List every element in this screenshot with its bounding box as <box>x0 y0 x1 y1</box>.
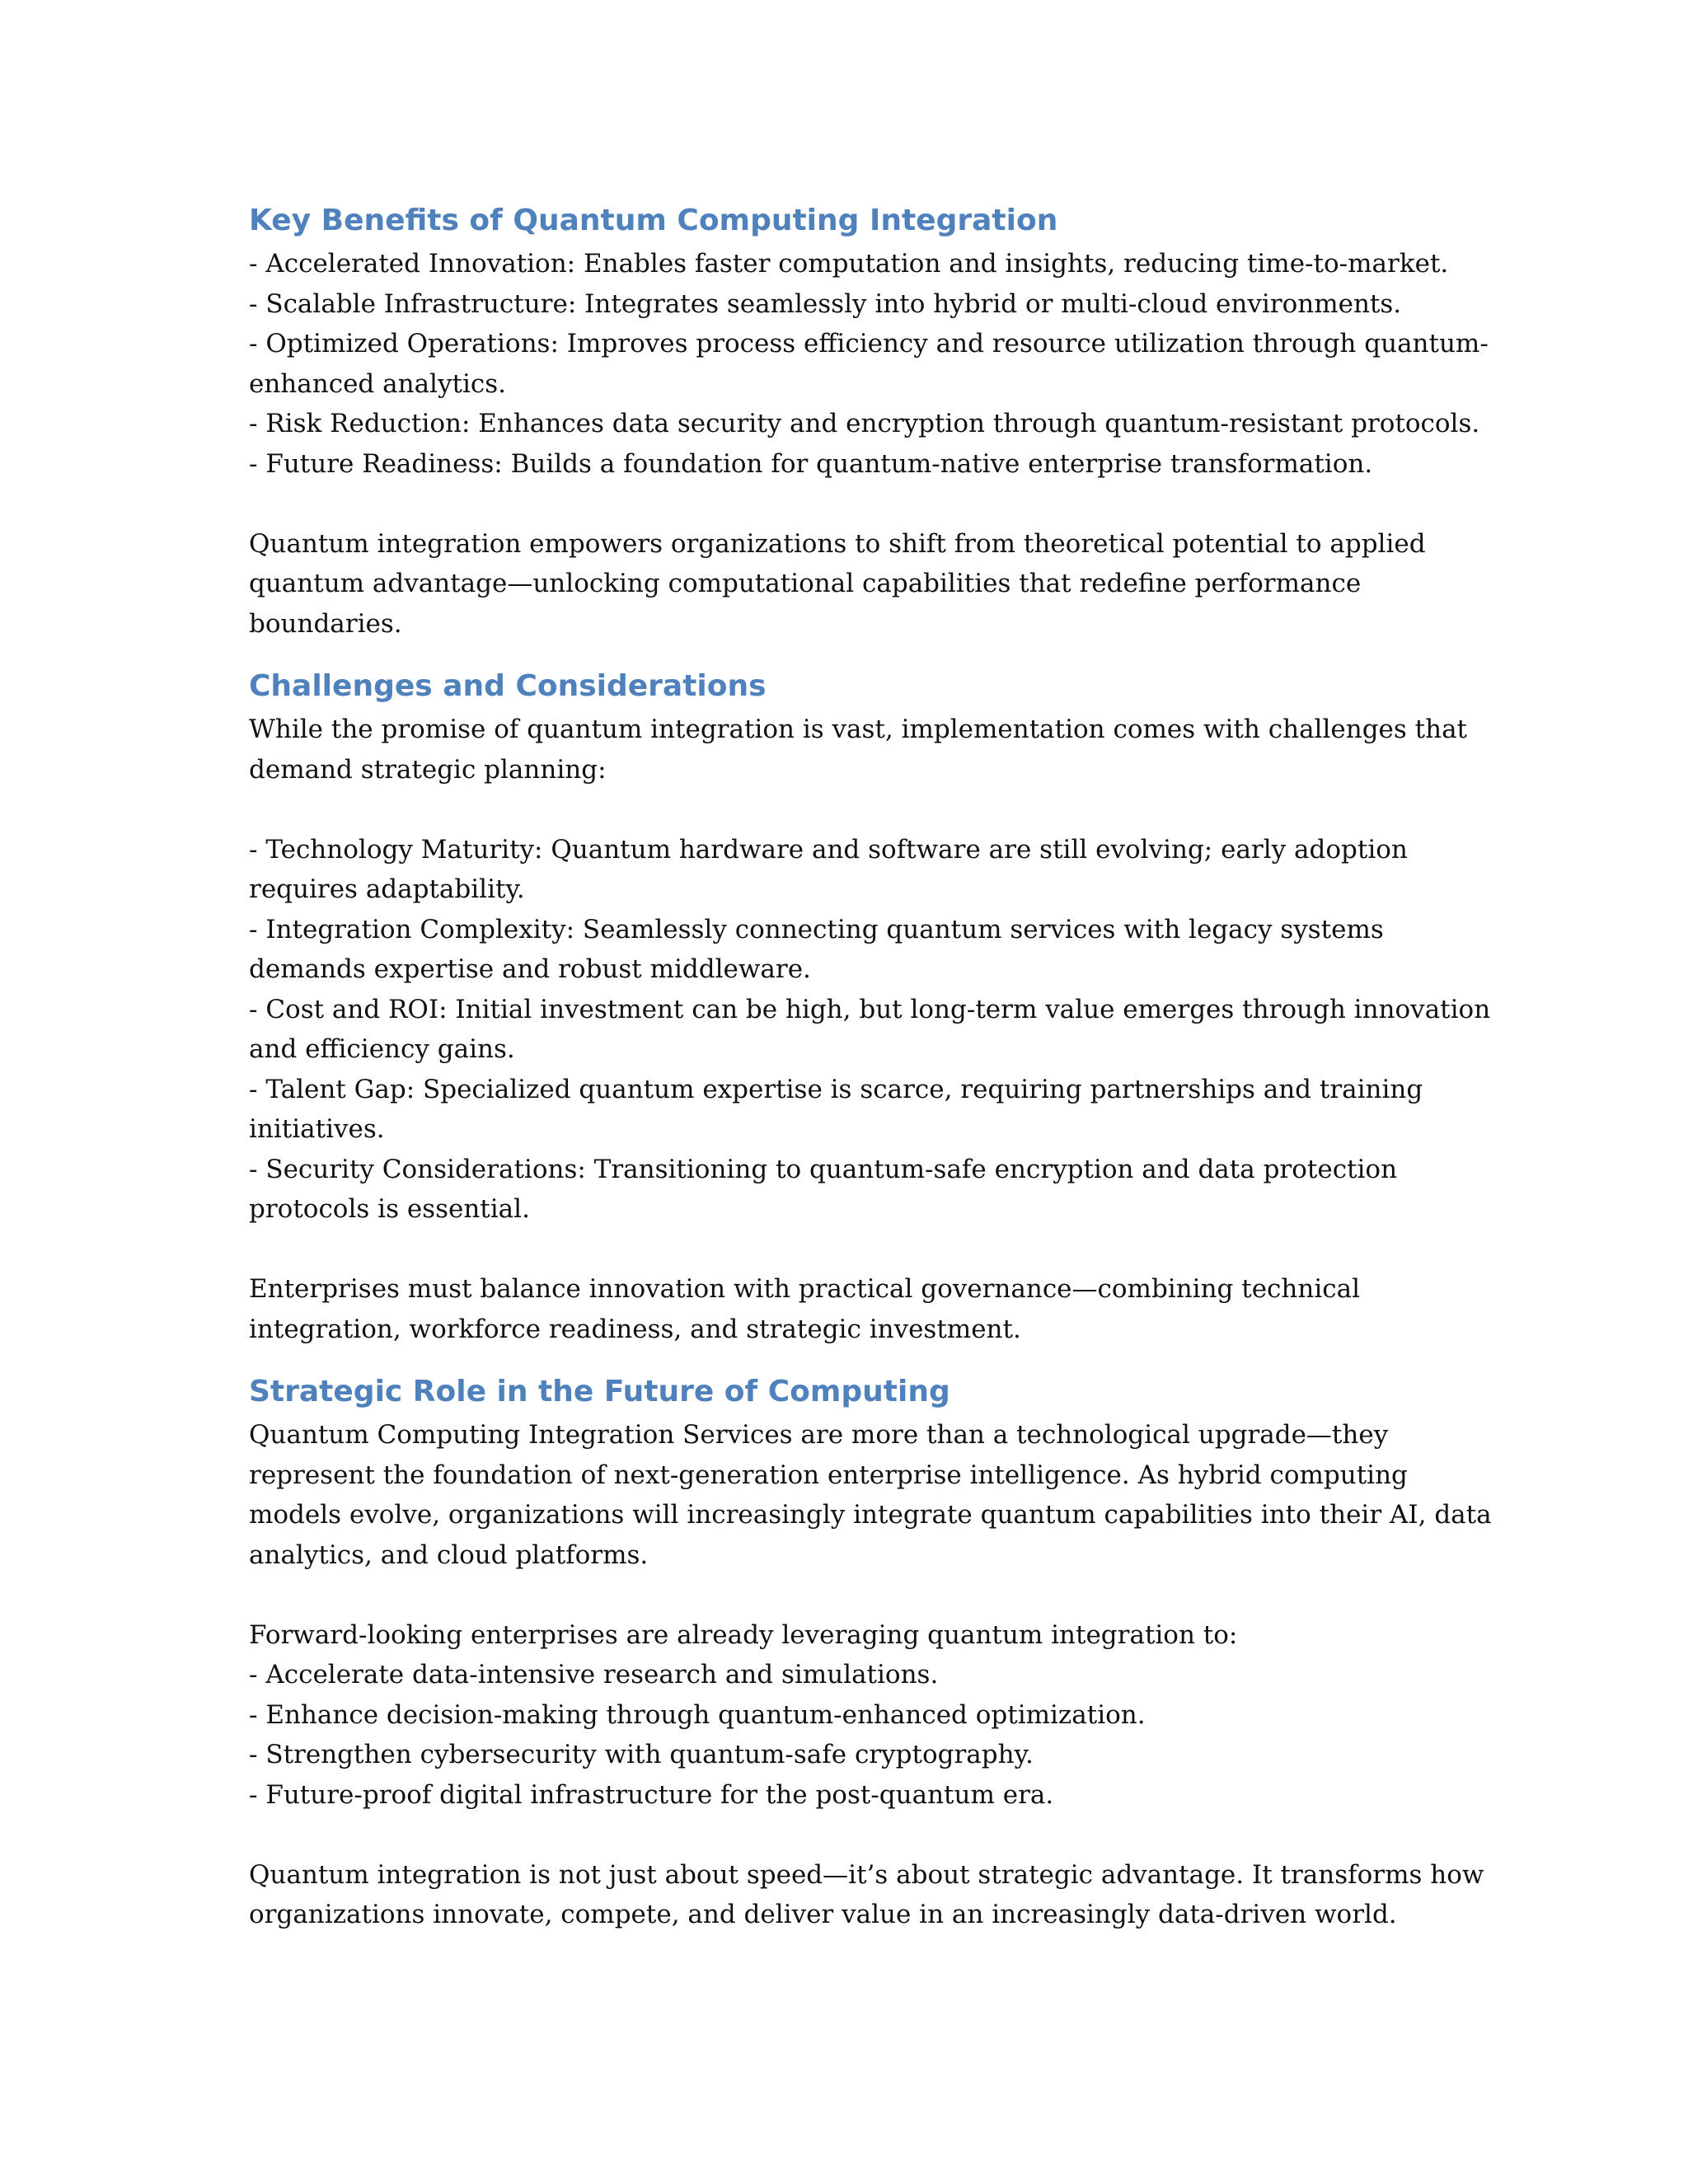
text-line: - Risk Reduction: Enhances data security and encryption through quantum-resistant protocols. <box>249 409 1480 438</box>
paragraph-spacer <box>249 790 1452 830</box>
text-line: Enterprises must balance innovation with practical governance—combining technical <box>249 1274 1361 1304</box>
section-heading: Challenges and Considerations <box>249 669 767 703</box>
text-line: - Accelerate data-intensive research and simulations. <box>249 1660 939 1690</box>
text-line: - Accelerated Innovation: Enables faster computation and insights, reducing time-to-market. <box>249 249 1449 279</box>
text-line: demands expertise and robust middleware. <box>249 954 811 984</box>
text-line: protocols is essential. <box>249 1194 530 1224</box>
text-line: Forward-looking enterprises are already leveraging quantum integration to: <box>249 1619 1238 1650</box>
text-line: initiatives. <box>249 1114 385 1144</box>
text-line: represent the foundation of next-generation enterprise intelligence. As hybrid computing <box>249 1460 1408 1490</box>
paragraph <box>249 710 1468 790</box>
text-line: and efficiency gains. <box>249 1034 515 1064</box>
paragraph <box>249 1415 1492 1575</box>
text-line: - Future-proof digital infrastructure for the post-quantum era. <box>249 1779 1054 1810</box>
text-line: While the promise of quantum integration is vast, implementation comes with challenges that <box>249 715 1468 744</box>
section-heading: Strategic Role in the Future of Computing <box>249 1375 950 1408</box>
paragraph <box>249 524 1452 644</box>
text-line: - Cost and ROI: Initial investment can be high, but long-term value emerges through innovation <box>249 994 1491 1024</box>
text-line: - Scalable Infrastructure: Integrates seamlessly into hybrid or multi-cloud environments. <box>249 288 1402 319</box>
text-line: - Integration Complexity: Seamlessly connecting quantum services with legacy systems <box>249 914 1384 944</box>
text-line: models evolve, organizations will increasingly integrate quantum capabilities into their AI, data <box>249 1500 1492 1530</box>
paragraph <box>249 830 1491 1230</box>
text-line: organizations innovate, compete, and deliver value in an increasingly data-driven world. <box>249 1900 1397 1929</box>
text-line: integration, workforce readiness, and strategic investment. <box>249 1314 1021 1344</box>
text-line: analytics, and cloud platforms. <box>249 1540 649 1570</box>
text-line: Quantum integration is not just about speed—it’s about strategic advantage. It transforms how <box>249 1859 1484 1890</box>
text-line: requires adaptability. <box>249 874 525 904</box>
text-line: - Enhance decision-making through quantum-enhanced optimization. <box>249 1699 1146 1730</box>
section-heading: Key Benefits of Quantum Computing Integration <box>249 204 1058 237</box>
text-line: - Technology Maturity: Quantum hardware and software are still evolving; early adoption <box>249 834 1408 865</box>
text-line: boundaries. <box>249 608 402 639</box>
text-line: Quantum integration empowers organizations to shift from theoretical potential to applied <box>249 528 1426 559</box>
document-body <box>249 198 1492 1955</box>
text-line: - Strengthen cybersecurity with quantum-safe cryptography. <box>249 1740 1034 1769</box>
section-strategic-role <box>249 1369 1492 1935</box>
text-line: quantum advantage—unlocking computational capabilities that redefine performance <box>249 569 1362 598</box>
text-line: - Talent Gap: Specialized quantum expertise is scarce, requiring partnerships and training <box>249 1074 1423 1104</box>
section-key-benefits <box>249 198 1489 644</box>
text-line: - Security Considerations: Transitioning to quantum-safe encryption and data protection <box>249 1154 1398 1184</box>
paragraph-spacer <box>249 484 1452 524</box>
paragraph <box>249 244 1489 484</box>
paragraph <box>249 1615 1452 1816</box>
text-line: - Future Readiness: Builds a foundation for quantum-native enterprise transformation. <box>249 448 1373 479</box>
text-line: enhanced analytics. <box>249 368 506 399</box>
paragraph-spacer <box>249 1815 1452 1855</box>
paragraph <box>249 1269 1452 1349</box>
text-line: Quantum Computing Integration Services are more than a technological upgrade—they <box>249 1420 1389 1450</box>
text-line: demand strategic planning: <box>249 754 607 785</box>
text-line: - Optimized Operations: Improves process efficiency and resource utilization through quantum- <box>249 329 1489 359</box>
section-challenges <box>249 663 1491 1349</box>
paragraph <box>249 1855 1484 1935</box>
paragraph-spacer <box>249 1575 1452 1615</box>
paragraph-spacer <box>249 1230 1452 1270</box>
